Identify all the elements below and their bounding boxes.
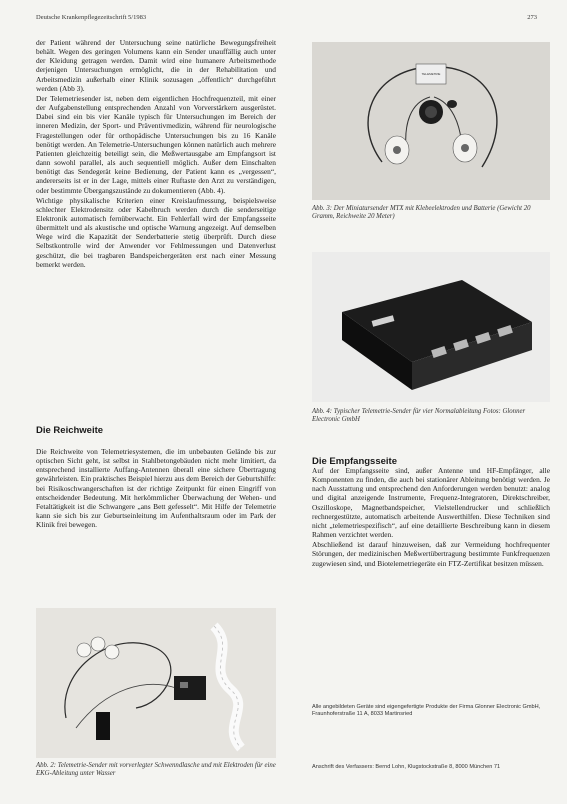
running-header xyxy=(36,14,537,26)
section-heading-empfangsseite: Die Empfangsseite xyxy=(312,456,397,467)
journal-name: Deutsche Krankenpflegezeitschrift 5/1983 xyxy=(36,14,147,21)
empfangsseite-section xyxy=(312,466,550,569)
figure-4-caption: Abb. 4: Typischer Telemetrie-Sender für vier Normalableitung Fotos: Glonner Electronic GmbH xyxy=(312,408,526,423)
reichweite-section xyxy=(36,447,276,530)
paragraph: Der Telemetriesender ist, neben dem eigentlichen Hochfrequenzteil, mit einer der Aufgabenstellung entsprechenden Anzahl von Vorverstärkern ausgerüstet. Dabei sind ein bis vier Kanäle typisch für Untersuchungen im Bereich der inneren Medizin, der Sport- und Präventivmedizin, während für neurologische Fragestellungen oder für orthopädische Untersuchungen bis zu 16 Kanäle benötigt werden. An Telemetrie-Untersuchungen können natürlich auch mehrere Patienten gleichzeitig beteiligt sein, die Meßwertausgabe am Empfangsort ist dann sowohl parallel, als auch sequentiell möglich. Außer dem Einschalten benötigt das Sendegerät keine Bedienung, der Patient kann es „vergessen“, andererseits ist er in der Lage, mittels einer Ruftaste den Arzt zu verständigen, oder bestimmte Übergangszustände zu dokumentieren (Abb. 4). xyxy=(36,93,276,195)
section-heading-reichweite: Die Reichweite xyxy=(36,425,104,436)
paragraph: Wichtige physikalische Kriterien einer Kreislaufmessung, beispielsweise schlechter Elektrodensitz oder Kabelbruch werden durch die senderseitige Elektronik automatisch fernüberwacht. Ein Fehlerfall wird der Empfangsseite übermittelt und als akustische und optische Warnung angezeigt. Auf demselben Wege wird die Kapazität der Senderbatterie stetig überprüft. Durch diese Selbstkontrolle wird der Anwender vor Fehlmessungen und Datenverlust geschützt, die bei tragbaren Bandspeichergeräten erst nach einer Messung bemerkt werden. xyxy=(36,195,276,269)
transmitter-label: TELEMETRIE xyxy=(421,72,441,76)
page-number: 273 xyxy=(527,14,537,21)
transmitter-electrodes-image xyxy=(312,42,550,200)
left-column xyxy=(36,38,276,270)
author-address: Anschrift des Verfassers: Bernd Lohn, Klugstockstraße 8, 8000 München 71 xyxy=(312,764,501,770)
paragraph: Abschließend ist darauf hinzuweisen, daß zur Vermeidung hochfrequenter Störungen, der medizinischen Meßwertübertragung bestimmte Funkfrequenzen zugewiesen sind, und Biotelemetriegeräte ein FTZ-Zertifikat besitzen müssen. xyxy=(312,540,550,568)
figure-3-caption: Abb. 3: Der Miniatursender MTX mit Klebeelektroden und Batterie (Gewicht 20 Gramm, Reichweite 20 Meter) xyxy=(312,205,531,220)
manufacturer-note: Alle angebildeten Geräte sind eigengefertigte Produkte der Firma Glonner Electronic GmbH, Fraunhoferstraße 11 A, 8033 Martinsried xyxy=(312,704,541,717)
underwater-ecg-transmitter-image xyxy=(36,608,276,758)
figure-4-photo xyxy=(312,252,550,402)
paragraph: Die Reichweite von Telemetriesystemen, die im unbebauten Gelände bis zur optischen Sicht geht, ist selbst in Stahlbetongebäuden nicht mehr limitiert, da entsprechend installierte Auffang-Antennen überall eine sichere Übertragung gewährleisten. Ein praktisches Beispiel hierzu aus dem Bereich der Geburtshilfe: bei Risikoschwangerschaften ist der richtige Zeitpunkt für einen Eingriff von entscheidender Bedeutung. Mit herkömmlicher Überwachung der Wehen- und Fetaltätigkeit ist die Schwangere „ans Bett gefesselt“. Mit Hilfe der Telemetrie kann sie sich bis zur Geburtseinleitung im Aufenthaltsraum oder im Park der Klinik frei bewegen. xyxy=(36,447,276,530)
paragraph: der Patient während der Untersuchung seine natürliche Bewegungsfreiheit behält. Wegen des geringen Volumens kann ein Sender unauffällig auch unter der Kleidung getragen werden. Damit wird eine humanere Arbeitsmethode derjenigen Untersuchungen ermöglicht, die in der Rehabilitation und Arbeitsmedizin außerhalb einer Klinik sozusagen „öffentlich“ durchgeführt werden (Abb 3). xyxy=(36,38,276,93)
figure-2-photo xyxy=(36,608,276,758)
paragraph: Auf der Empfangsseite sind, außer Antenne und HF-Empfänger, alle Komponenten zu finden, die auch bei stationärer Ableitung benötigt werden. Je nach Ausstattung und entsprechend den Anforderungen werden benutzt: analog und digital anzeigende Instrumente, Frequenz-Integratoren, Direktschreiber, Oszilloskope, Magnetbandspeicher, Vielstellendrucker und schließlich rechnergestützte, automatisch arbeitende Auswerthilfen. Diese Techniken sind nicht „telemetriespezifisch“, auf eine detaillierte Beschreibung kann in diesem Rahmen verzichtet werden. xyxy=(312,466,550,540)
figure-2-caption: Abb. 2: Telemetrie-Sender mit vorverlegter Schwenndlasche und mit Elektroden für eine EKG-Ableitung unter Wasser xyxy=(36,762,276,777)
figure-3-photo xyxy=(312,42,550,200)
four-channel-transmitter-image xyxy=(312,252,550,402)
